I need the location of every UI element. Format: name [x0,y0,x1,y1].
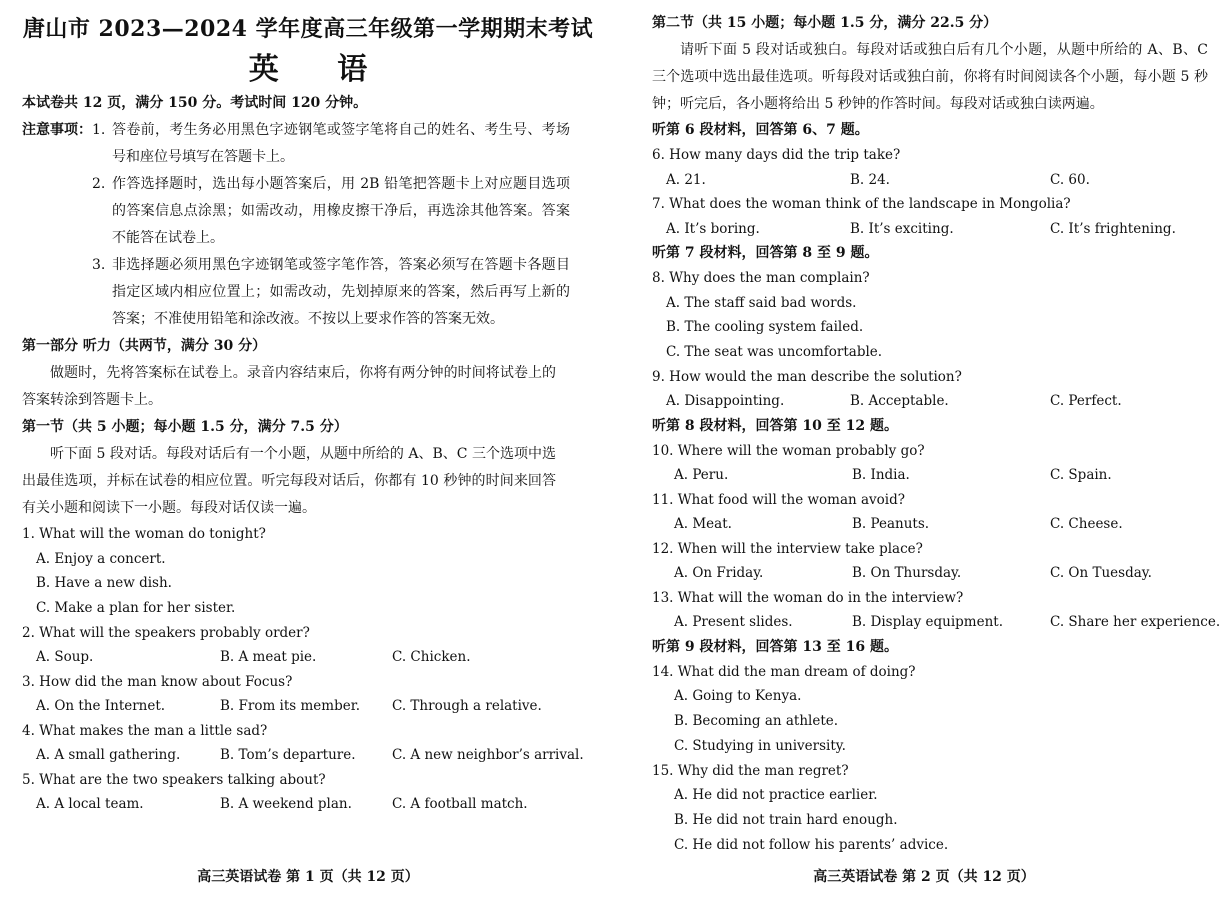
option-b: B. 24. [850,171,890,188]
question-text: 3. How did the man know about Focus? [22,673,293,690]
option-a: A. Meat. [674,516,732,533]
option-c: C. Spain. [1050,467,1112,484]
option-b: B. Peanuts. [852,516,930,533]
question-text: 1. What will the woman do tonight? [22,526,266,542]
section1-instructions: 听下面 5 段对话。每段对话后有一个小题，从题中所给的 A、B、C 三个选项中选出最佳选项，并标在试卷的相应位置。听完每段对话后，你都有 10 秒钟的时间来回答有关小题和阅读下一小题。每段对话仅读一遍。 [22,446,556,516]
page-footer: 高三英语试卷 第 1 页（共 12 页） [197,869,419,885]
question-list [652,118,1221,858]
option-c: C. Cheese. [1050,516,1123,533]
exam-info: 本试卷共 12 页，满分 150 分。考试时间 120 分钟。 [22,95,368,111]
section2-heading: 第二节（共 15 小题；每小题 1.5 分，满分 22.5 分） [652,15,998,31]
option-b: B. Tom’s departure. [220,747,356,764]
part1-instructions: 做题时，先将答案标在试卷上。录音内容结束后，你将有两分钟的时间将试卷上的答案转涂到答题卡上。 [22,365,556,408]
option-a: A. A small gathering. [36,747,181,764]
question-text: 11. What food will the woman avoid? [652,491,905,508]
question-text: 9. How would the man describe the solution? [652,368,962,385]
option-b: B. From its member. [220,698,360,715]
option-c: C. Through a relative. [392,698,542,715]
option-b: B. On Thursday. [852,565,962,582]
exam-page-2 [616,0,1232,900]
exam-notes [22,117,596,333]
option-b: B. A weekend plan. [220,796,352,813]
option-a: A. Peru. [674,467,729,484]
exam-title: 唐山市 2023—2024 学年度高三年级第一学期期末考试 [22,16,594,42]
options-row [652,217,1218,242]
option-a: A. It’s boring. [666,220,760,237]
question-text: 8. Why does the man complain? [652,270,870,286]
option-c: C. On Tuesday. [1050,565,1152,582]
material-label: 听第 9 段材料，回答第 13 至 16 题。 [652,638,898,655]
options-row [652,610,1221,635]
option-c: C. A football match. [392,796,528,813]
note-number: 3. [92,257,106,273]
question-text: 15. Why did the man regret? [652,762,849,779]
option-b: B. Becoming an athlete. [674,713,839,730]
part1-heading: 第一部分 听力（共两节，满分 30 分） [22,338,267,354]
option-c: C. The seat was uncomfortable. [666,344,883,361]
option-a: A. On the Internet. [36,698,166,715]
option-c: C. 60. [1050,171,1090,188]
note-item [92,171,570,252]
section1-heading: 第一节（共 5 小题；每小题 1.5 分，满分 7.5 分） [22,419,348,435]
question-text: 10. Where will the woman probably go? [652,442,925,459]
option-a: A. The staff said bad words. [666,294,857,311]
option-c: C. Make a plan for her sister. [36,600,236,617]
option-c: C. A new neighbor’s arrival. [392,747,584,764]
material-label: 听第 8 段材料，回答第 10 至 12 题。 [652,417,898,434]
options-row [652,168,1218,193]
options-row [652,561,1218,586]
question-text: 2. What will the speakers probably order? [22,624,310,641]
options-row [652,512,1218,537]
subject-title: 英 语 [248,52,392,87]
option-c: C. He did not follow his parents’ advice. [674,836,949,853]
option-b: B. The cooling system failed. [666,319,864,336]
option-a: A. A local team. [36,796,144,813]
option-b: B. Have a new dish. [36,575,172,592]
options-row [22,694,596,719]
options-row [22,743,596,768]
option-c: C. Studying in university. [674,737,846,754]
option-b: B. Display equipment. [852,614,1003,631]
material-label: 听第 7 段材料，回答第 8 至 9 题。 [652,245,879,261]
options-row [22,645,596,670]
option-a: A. 21. [666,171,706,188]
option-a: A. Going to Kenya. [674,688,802,705]
options-row [652,463,1218,488]
option-b: B. India. [852,467,910,484]
option-a: A. Enjoy a concert. [36,550,166,567]
option-a: A. Soup. [36,649,94,666]
note-item [92,117,570,171]
question-text: 4. What makes the man a little sad? [22,722,268,739]
option-a: A. On Friday. [674,565,764,582]
question-text: 14. What did the man dream of doing? [652,663,916,680]
option-b: B. A meat pie. [220,649,317,666]
question-text: 6. How many days did the trip take? [652,147,901,163]
option-c: C. Chicken. [392,649,471,666]
option-b: B. Acceptable. [850,393,949,410]
note-text: 答卷前，考生务必用黑色字迹钢笔或签字笔将自己的姓名、考生号、考场号和座位号填写在答题卡上。 [112,122,570,165]
option-b: B. It’s exciting. [850,220,954,237]
option-c: C. Perfect. [1050,393,1122,410]
question-text: 13. What will the woman do in the interview? [652,589,964,606]
material-label: 听第 6 段材料，回答第 6、7 题。 [652,122,869,138]
option-a: A. He did not practice earlier. [674,787,878,804]
question-text: 5. What are the two speakers talking about? [22,771,326,788]
option-b: B. He did not train hard enough. [674,812,898,829]
section2-instructions: 请听下面 5 段对话或独白。每段对话或独白后有几个小题，从题中所给的 A、B、C 三个选项中选出最佳选项。听每段对话或独白前，你将有时间阅读各个小题，每小题 5 秒钟；听完后，各小题将给出 5 秒钟的作答时间。每段对话或独白读两遍。 [652,42,1208,112]
option-a: A. Present slides. [674,614,793,631]
options-row [652,389,1218,414]
option-c: C. Share her experience. [1050,614,1221,631]
options-row [22,792,596,817]
question-text: 12. When will the interview take place? [652,540,923,557]
page-footer: 高三英语试卷 第 2 页（共 12 页） [813,869,1035,885]
question-list [22,522,596,817]
notes-label: 注意事项： [22,122,92,138]
note-number: 1. [92,122,106,138]
question-text: 7. What does the woman think of the landscape in Mongolia? [652,196,1071,212]
note-number: 2. [92,176,106,192]
note-text: 作答选择题时，选出每小题答案后，用 2B 铅笔把答题卡上对应题目选项的答案信息点涂黑；如需改动，用橡皮擦干净后，再选涂其他答案。答案不能答在试卷上。 [112,176,570,246]
option-a: A. Disappointing. [666,393,785,410]
note-text: 非选择题必须用黑色字迹钢笔或签字笔作答，答案必须写在答题卡各题目指定区域内相应位置上；如需改动，先划掉原来的答案，然后再写上新的答案；不准使用铅笔和涂改液。不按以上要求作答的答案无效。 [112,257,570,327]
option-c: C. It’s frightening. [1050,220,1176,237]
note-item [92,252,570,333]
